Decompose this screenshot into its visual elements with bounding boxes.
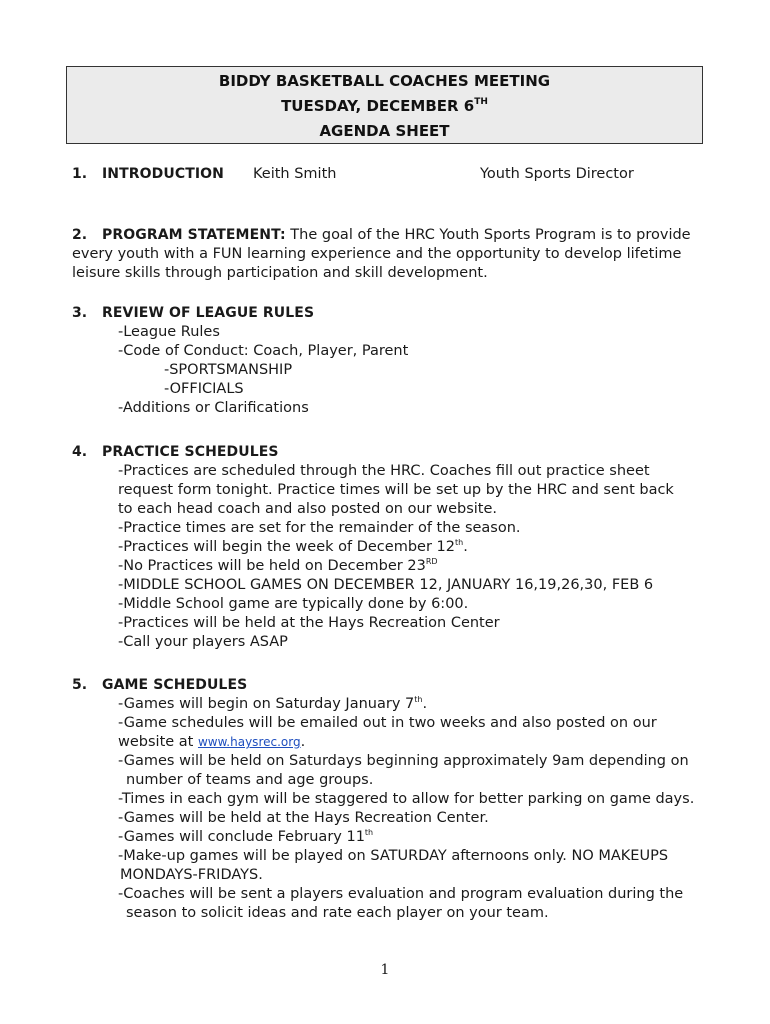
list-item-punct: . (422, 696, 428, 712)
section-heading: PRACTICE SCHEDULES (102, 444, 279, 460)
header-title: BIDDY BASKETBALL COACHES MEETING (218, 72, 551, 90)
list-item: -Additions or Clarifications (118, 400, 309, 416)
section-heading: INTRODUCTION (102, 166, 224, 182)
ordinal-suffix: RD (425, 557, 438, 566)
list-item: -Call your players ASAP (118, 634, 288, 650)
ordinal-suffix: th (454, 538, 464, 547)
list-item (72, 695, 712, 714)
statement-text: The goal of the HRC Youth Sports Program is to provide (290, 227, 691, 243)
section-introduction (72, 165, 712, 184)
section-game-schedules (72, 676, 712, 923)
list-item: -Game schedules will be emailed out in two weeks and also posted on our (118, 715, 657, 731)
list-item: -Code of Conduct: Coach, Player, Parent (118, 343, 409, 359)
list-item: -Make-up games will be played on SATURDAY afternoons only. NO MAKEUPS (118, 848, 669, 864)
list-item-text: website at (118, 734, 198, 750)
list-item-punct: . (300, 734, 306, 750)
section-number: 1. (72, 166, 88, 182)
list-item: -Middle School game are typically done by 6:00. (118, 596, 469, 612)
header-date (67, 94, 702, 119)
list-item-continued: request form tonight. Practice times will be set up by the HRC and sent back (118, 482, 674, 498)
ordinal-suffix: th (414, 695, 423, 704)
section-number: 2. (72, 227, 88, 243)
list-item-punct: . (463, 539, 468, 555)
header-date-text: TUESDAY, DECEMBER 6 (281, 97, 475, 115)
list-item-text: -Games will conclude February 11 (118, 829, 365, 845)
section-number: 4. (72, 444, 88, 460)
list-item-text: -Games will begin on Saturday January 7 (118, 696, 415, 712)
section-heading: REVIEW OF LEAGUE RULES (102, 305, 315, 321)
list-item: -League Rules (118, 324, 220, 340)
list-item-continued: number of teams and age groups. (126, 772, 374, 788)
statement-text: every youth with a FUN learning experience and the opportunity to develop lifetime (72, 246, 682, 262)
statement-text: leisure skills through participation and skill development. (72, 265, 488, 281)
section-heading: PROGRAM STATEMENT: (102, 227, 286, 243)
list-item: -Times in each gym will be staggered to allow for better parking on game days. (118, 791, 695, 807)
header-date-suffix: TH (474, 97, 488, 107)
section-league-rules (72, 304, 712, 418)
section-practice-schedules (72, 443, 712, 652)
sub-list-item: -SPORTSMANSHIP (164, 362, 293, 378)
list-item-text: -No Practices will be held on December 23 (118, 558, 426, 574)
list-item: -Practices will be held at the Hays Recreation Center (118, 615, 500, 631)
list-item-continued: season to solicit ideas and rate each player on your team. (126, 905, 549, 921)
section-heading: GAME SCHEDULES (102, 677, 248, 693)
sub-list-item: -OFFICIALS (164, 381, 244, 397)
list-item-text: -Practices will begin the week of December 12 (118, 539, 455, 555)
list-item-continued: to each head coach and also posted on our website. (118, 501, 498, 517)
presenter-role: Youth Sports Director (480, 166, 634, 182)
list-item: -MIDDLE SCHOOL GAMES ON DECEMBER 12, JANUARY 16,19,26,30, FEB 6 (118, 577, 654, 593)
list-item: -Games will be held at the Hays Recreation Center. (118, 810, 489, 826)
list-item: -Coaches will be sent a players evaluation and program evaluation during the (118, 886, 684, 902)
section-number: 5. (72, 677, 88, 693)
list-item (72, 538, 712, 557)
list-item: -Practices are scheduled through the HRC. Coaches fill out practice sheet (118, 463, 650, 479)
list-item (72, 828, 712, 847)
program-statement-line (72, 226, 712, 245)
page-number: 1 (380, 962, 390, 978)
list-item (72, 557, 712, 576)
list-item: -Games will be held on Saturdays beginning approximately 9am depending on (118, 753, 689, 769)
website-link[interactable]: www.haysrec.org (197, 735, 301, 749)
agenda-header-box (66, 66, 703, 144)
section-program-statement (72, 226, 712, 283)
list-item-continued (72, 733, 712, 752)
list-item: -Practice times are set for the remainder of the season. (118, 520, 521, 536)
header-subtitle: AGENDA SHEET (319, 122, 450, 140)
presenter-name: Keith Smith (253, 166, 337, 182)
list-item-continued: MONDAYS-FRIDAYS. (120, 867, 263, 883)
ordinal-suffix: th (364, 828, 374, 837)
section-number: 3. (72, 305, 88, 321)
